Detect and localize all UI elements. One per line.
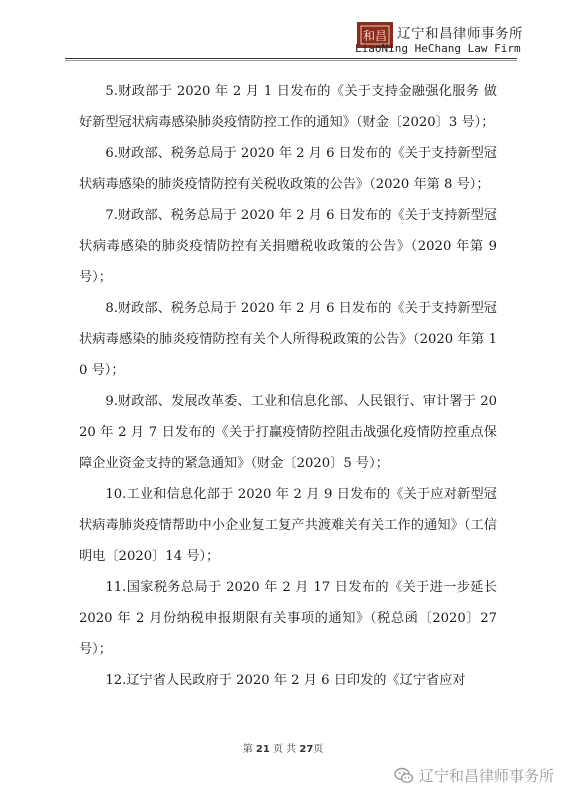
- wechat-icon: [394, 767, 414, 784]
- header-divider: [65, 58, 517, 59]
- document-body: [79, 76, 497, 696]
- firm-name-en: LiaoNing HeChang Law Firm: [355, 42, 521, 55]
- header-divider-thin: [65, 60, 517, 61]
- footer-suffix: 页: [313, 744, 324, 755]
- page-number: 21: [255, 744, 270, 755]
- list-item: 6.财政部、税务总局于 2020 年 2 月 6 日发布的《关于支持新型冠状病毒感染的肺炎疫情防控有关税收政策的公告》（2020 年第 8 号）；: [79, 146, 497, 192]
- page-header: [0, 0, 566, 62]
- footer-prefix: 第: [242, 744, 256, 755]
- list-item: 8.财政部、税务总局于 2020 年 2 月 6 日发布的《关于支持新型冠状病毒感染的肺炎疫情防控有关个人所得税政策的公告》（2020 年第 10 号）；: [79, 301, 497, 378]
- wechat-watermark: [394, 762, 554, 788]
- page-footer: [0, 740, 566, 755]
- list-item: 11.国家税务总局于 2020 年 2 月 17 日发布的《关于进一步延长 2020 年 2 月份纳税申报期限有关事项的通知》（税总函〔2020〕27 号）；: [79, 580, 497, 657]
- list-item: 7.财政部、税务总局于 2020 年 2 月 6 日发布的《关于支持新型冠状病毒感染的肺炎疫情防控有关捐赠税收政策的公告》（2020 年第 9 号）；: [79, 208, 497, 285]
- svg-text:和昌: 和昌: [362, 29, 388, 43]
- firm-name-cn: 辽宁和昌律师事务所: [397, 26, 523, 42]
- list-item: 9.财政部、发展改革委、工业和信息化部、人民银行、审计署于 2020 年 2 月 7 日发布的《关于打赢疫情防控阻击战强化疫情防控重点保障企业资金支持的紧急通知》（财金〔2020〕5 号）；: [79, 394, 497, 471]
- page-total: 27: [299, 744, 314, 755]
- list-item: 12.辽宁省人民政府于 2020 年 2 月 6 日印发的《辽宁省应对: [105, 673, 466, 688]
- list-item: 10.工业和信息化部于 2020 年 2 月 9 日发布的《关于应对新型冠状病毒肺炎疫情帮助中小企业复工复产共渡难关有关工作的通知》（工信明电〔2020〕14 号）；: [79, 487, 497, 564]
- watermark-text: 辽宁和昌律师事务所: [419, 766, 555, 785]
- footer-middle: 页 共: [269, 744, 300, 755]
- list-item: 5.财政部于 2020 年 2 月 1 日发布的《关于支持金融强化服务 做好新型冠状病毒感染肺炎疫情防控工作的通知》（财金〔2020〕3 号）；: [79, 84, 497, 130]
